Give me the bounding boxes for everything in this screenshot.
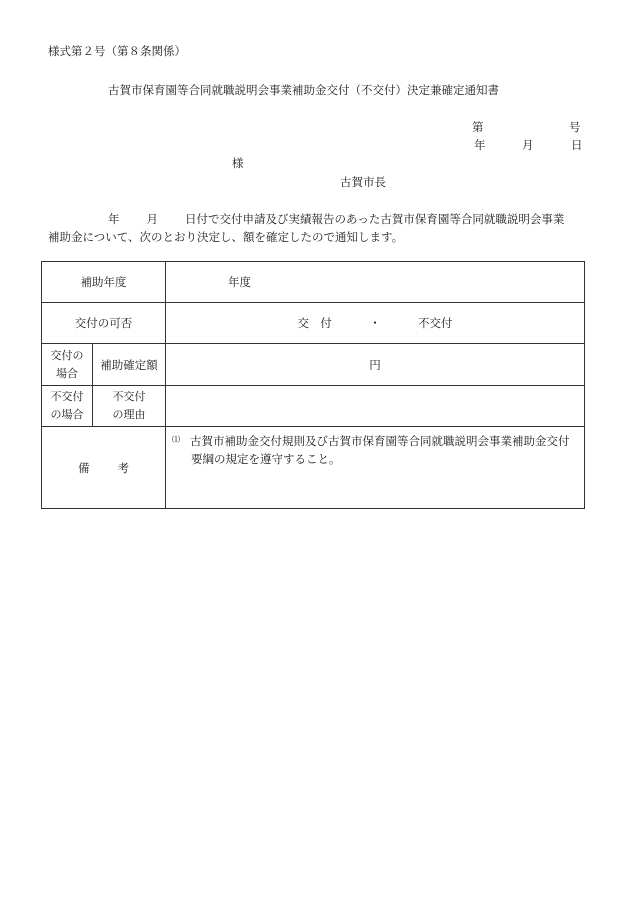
nongrant-reason-line-2: の理由	[112, 408, 146, 421]
form-number: 様式第２号（第８条関係）	[48, 44, 186, 58]
grant-case-label	[42, 344, 93, 386]
row-grant-amount	[42, 344, 585, 386]
notice-table	[41, 261, 585, 509]
row-remarks	[42, 427, 585, 509]
confirmed-amount-value: 円	[166, 344, 585, 386]
issuer-name: 古賀市長	[340, 175, 386, 189]
remarks-item-marker: ⑴	[172, 435, 180, 444]
remarks-label-char-1: 備	[78, 460, 90, 475]
date-year-label: 年	[474, 138, 486, 152]
nongrant-case-line-2: の場合	[50, 408, 84, 421]
body-month-label: 月	[146, 212, 158, 226]
row-fiscal-year	[42, 262, 585, 303]
decision-label: 交付の可否	[42, 303, 166, 344]
nongrant-reason-value	[166, 386, 585, 427]
fiscal-year-value: 年度	[166, 262, 585, 303]
remarks-line-2: 要綱の規定を遵守すること。	[191, 452, 341, 466]
body-line-1-text: 日付で交付申請及び実績報告のあった古賀市保育園等合同就職説明会事業	[185, 212, 565, 226]
row-decision	[42, 303, 585, 344]
nongrant-reason-label	[93, 386, 166, 427]
decision-separator: ・	[369, 316, 381, 330]
body-line-2: 補助金について、次のとおり決定し、額を確定したので通知します。	[48, 230, 404, 244]
row-nongrant-reason	[42, 386, 585, 427]
date-day-label: 日	[571, 138, 583, 152]
confirmed-amount-label: 補助確定額	[93, 344, 166, 386]
addressee-suffix: 様	[232, 156, 244, 170]
date-month-label: 月	[522, 138, 534, 152]
nongrant-case-label	[42, 386, 93, 427]
remarks-content	[166, 427, 585, 509]
decision-options	[166, 303, 585, 344]
doc-number-suffix: 号	[569, 120, 581, 134]
body-year-label: 年	[108, 212, 120, 226]
remarks-text-1: 古賀市補助金交付規則及び古賀市保育園等合同就職説明会事業補助金交付	[190, 434, 570, 448]
doc-number-prefix: 第	[472, 120, 484, 134]
fiscal-year-label: 補助年度	[42, 262, 166, 303]
remarks-label-char-2: 考	[117, 460, 129, 475]
nongrant-case-line-1: 不交付	[50, 390, 84, 403]
decision-grant: 交 付	[297, 316, 332, 330]
remarks-label	[42, 427, 166, 509]
grant-case-line-1: 交付の	[50, 348, 84, 362]
grant-case-line-2: 場合	[56, 366, 78, 380]
decision-nongrant: 不交付	[418, 316, 453, 330]
document-title: 古賀市保育園等合同就職説明会事業補助金交付（不交付）決定兼確定通知書	[108, 83, 499, 97]
remarks-line-1	[172, 431, 578, 450]
nongrant-reason-line-1: 不交付	[112, 390, 146, 403]
body-line-1	[48, 211, 564, 227]
